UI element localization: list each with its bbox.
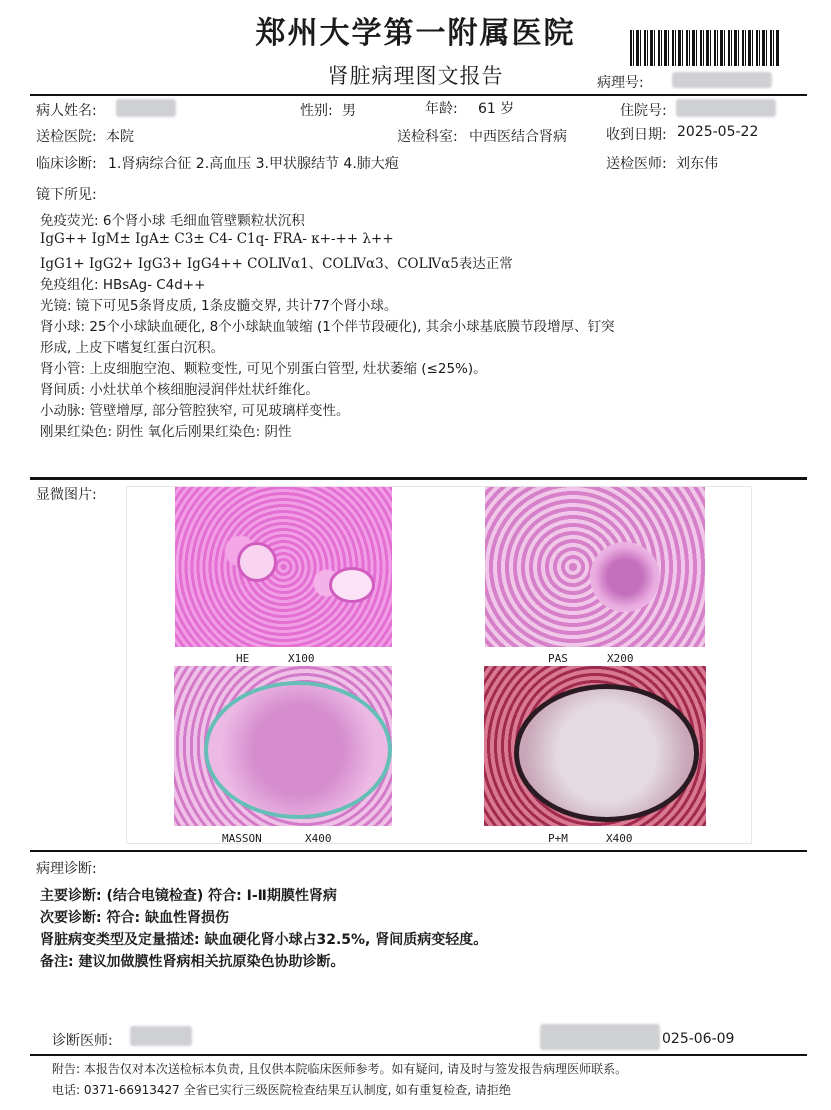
dept-label: 送检科室: xyxy=(397,129,458,145)
main-diagnosis: 主要诊断: (结合电镜检查) 符合: Ⅰ-Ⅱ期膜性肾病 xyxy=(40,888,337,904)
finding-line: 刚果红染色: 阴性 氧化后刚果红染色: 阴性 xyxy=(40,424,292,440)
remark: 备注: 建议加做膜性肾病相关抗原染色协助诊断。 xyxy=(40,954,345,970)
footer-note: 附告: 本报告仅对本次送检标本负责, 且仅供本院临床医师参考。如有疑问, 请及时与签发报告病理医师联系。 xyxy=(52,1062,628,1076)
microscopy-heading: 镜下所见: xyxy=(36,187,97,203)
finding-line: IgG1+ IgG2+ IgG3+ IgG4++ COLⅣα1、COLⅣα3、COLⅣα5表达正常 xyxy=(40,256,513,272)
section-rule xyxy=(30,850,807,852)
caption-stain: PAS xyxy=(548,652,568,665)
report-date: 025-06-09 xyxy=(662,1031,735,1047)
name-redacted xyxy=(116,99,176,117)
caption-stain: HE xyxy=(236,652,250,665)
signature-redacted xyxy=(540,1024,660,1050)
received-label: 收到日期: xyxy=(606,127,667,143)
age-value: 61 岁 xyxy=(478,101,515,117)
footer-phone: 电话: 0371-66913427 全省已实行三级医院检查结果互认制度, 如有重复检查, 请拒绝 xyxy=(52,1083,511,1097)
caption-mag: X200 xyxy=(607,652,634,665)
doctor-value: 刘东伟 xyxy=(676,156,718,172)
finding-line: 肾小管: 上皮细胞空泡、颗粒变性, 可见个别蛋白管型, 灶状萎缩 (≤25%)。 xyxy=(40,361,487,377)
finding-line: 小动脉: 管壁增厚, 部分管腔狭窄, 可见玻璃样变性。 xyxy=(40,403,350,419)
age-label: 年龄: xyxy=(425,101,458,117)
finding-line: 免疫荧光: 6个肾小球 毛细血管壁颗粒状沉积 xyxy=(40,213,305,229)
clinical-label: 临床诊断: xyxy=(36,156,97,172)
finding-line: 肾间质: 小灶状单个核细胞浸润伴灶状纤维化。 xyxy=(40,382,319,398)
report-title: 肾脏病理图文报告 xyxy=(327,64,504,88)
masson-micrograph xyxy=(174,666,392,826)
dept-value: 中西医结合肾病 xyxy=(469,129,567,145)
finding-line: IgG++ IgM± IgA± C3± C4- C1q- FRA- κ+-++ λ++ xyxy=(40,231,394,247)
doctor-signature-redacted xyxy=(130,1026,192,1046)
caption-mag: X400 xyxy=(305,832,332,845)
caption-mag: X400 xyxy=(606,832,633,845)
finding-line: 光镜: 镜下可见5条肾皮质, 1条皮髓交界, 共计77个肾小球。 xyxy=(40,298,398,314)
admission-redacted xyxy=(676,99,776,117)
hospital-label: 送检医院: xyxy=(36,129,97,145)
section-rule xyxy=(30,477,807,480)
header-rule xyxy=(30,94,807,96)
doctor-label: 送检医师: xyxy=(606,156,667,172)
images-heading: 显微图片: xyxy=(36,487,97,503)
caption-stain: MASSON xyxy=(222,832,262,845)
finding-line: 免疫组化: HBsAg- C4d++ xyxy=(40,277,206,293)
diagnosing-doctor-label: 诊断医师: xyxy=(52,1033,113,1049)
secondary-diagnosis: 次要诊断: 符合: 缺血性肾损伤 xyxy=(40,910,229,926)
caption-stain: P+M xyxy=(548,832,568,845)
finding-line: 形成, 上皮下嗜复红蛋白沉积。 xyxy=(40,340,225,356)
diagnosis-heading: 病理诊断: xyxy=(36,861,97,877)
pathology-no-label: 病理号: xyxy=(597,75,644,91)
hospital-value: 本院 xyxy=(106,129,134,145)
caption-mag: X100 xyxy=(288,652,315,665)
pas-micrograph xyxy=(485,487,705,647)
hospital-name: 郑州大学第一附属医院 xyxy=(255,16,576,51)
quantitative-description: 肾脏病变类型及定量描述: 缺血硬化肾小球占32.5%, 肾间质病变轻度。 xyxy=(40,932,488,948)
admission-label: 住院号: xyxy=(620,103,667,119)
clinical-value: 1.肾病综合征 2.高血压 3.甲状腺结节 4.肺大疱 xyxy=(108,156,399,172)
pathology-no-redacted xyxy=(672,72,772,88)
he-micrograph xyxy=(175,487,392,647)
barcode xyxy=(630,30,780,66)
name-label: 病人姓名: xyxy=(36,103,97,119)
finding-line: 肾小球: 25个小球缺血硬化, 8个小球缺血皱缩 (1个伴节段硬化), 其余小球基底膜节段增厚、钉突 xyxy=(40,319,615,335)
gender-label: 性别: xyxy=(300,103,333,119)
footer-rule xyxy=(30,1054,807,1056)
gender-value: 男 xyxy=(342,103,356,119)
received-value: 2025-05-22 xyxy=(677,124,759,140)
pm-micrograph xyxy=(484,666,706,826)
